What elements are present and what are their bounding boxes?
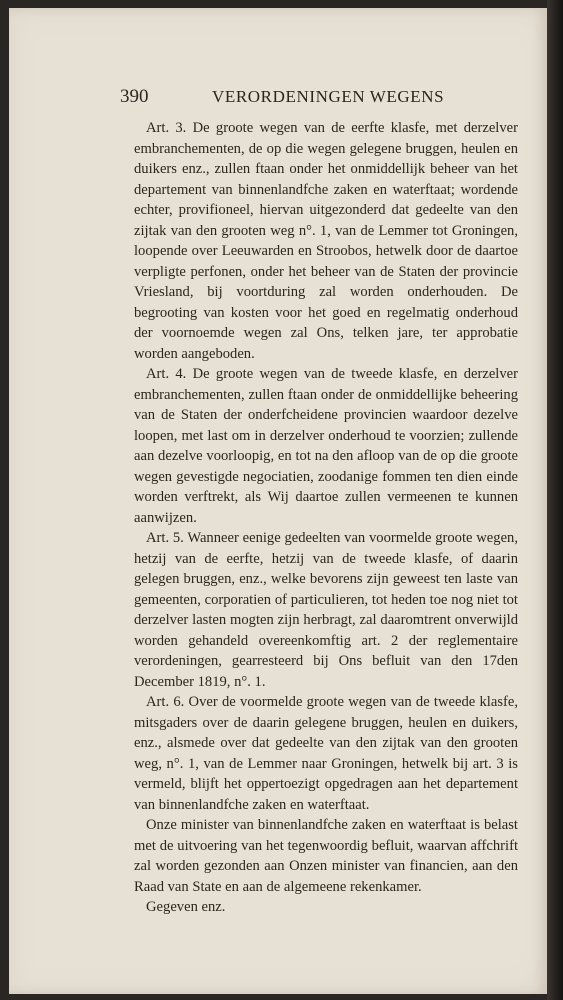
body-text <box>134 118 518 918</box>
closing-line: Gegeven enz. <box>146 899 226 915</box>
article-5-paragraph: Art. 5. Wanneer eenige gedeelten van voormelde groote wegen, hetzij van de eerfte, hetzij van de tweede klasfe, of daarin gelegen bruggen, enz., welke bevorens zijn geweest ten laste van gemeenten, corporatien of particulieren, tot heden toe nog niet tot derzelver lasten mogten zijn herbragt, zal daaromtrent onverwijld worden gehandeld overeenkomftig art. 2 der reglementaire verordeningen, gearresteerd bij Ons befluit van den 17den December 1819, n°. 1. <box>134 530 518 690</box>
execution-paragraph: Onze minister van binnenlandfche zaken en waterftaat is belast met de uitvoering van het tegenwoordig befluit, waarvan affchrift zal worden gezonden aan Onzen minister van financien, aan den Raad van State en aan de algemeene rekenkamer. <box>134 817 518 895</box>
article-4-paragraph: Art. 4. De groote wegen van de tweede klasfe, en derzelver embranchementen, zullen ftaan onder de onmiddellijke beheering van de Staten der onderfcheidene provincien waardoor dezelve loopen, met last om in derzelver onderhoud te voorzien; zullende aan dezelve voorloopig, en tot na den afloop van de op die groote wegen gevestigde negociatien, zoodanige fommen ten dien einde worden verftrekt, als Wij daartoe zullen vermeenen te kunnen aanwijzen. <box>134 366 518 526</box>
running-head: VERORDENINGEN WEGENS <box>212 87 445 106</box>
book-spine <box>547 0 563 1000</box>
page-number: 390 <box>120 86 149 107</box>
page-header <box>120 86 520 110</box>
article-3-paragraph: Art. 3. De groote wegen van de eerfte klasfe, met derzelver embranchementen, de op die wegen gelegene bruggen, heulen en duikers enz., zullen ftaan onder het onmiddellijk beheer van het departement van binnenlandfche zaken en waterftaat; wordende echter, provifioneel, hiervan uitgezonderd dat gedeelte van den zijtak van den grooten weg n°. 1, van de Lemmer tot Groningen, loopende over Leeuwarden en Stroobos, hetwelk door de daartoe verpligte perfonen, onder het beheer van de Staten der provincie Vriesland, bij voortduring zal worden onderhouden. De begrooting van kosten voor het goed en regelmatig onderhoud der voornoemde wegen zal Ons, telken jare, ter approbatie worden aangeboden. <box>134 120 518 362</box>
article-6-paragraph: Art. 6. Over de voormelde groote wegen van de tweede klasfe, mitsgaders over de daarin gelegene bruggen, heulen en duikers, enz., alsmede over dat gedeelte van den zijtak van den grooten weg, n°. 1, van de Lemmer naar Groningen, hetwelk bij art. 3 is vermeld, blijft het oppertoezigt opgedragen aan het departement van binnenlandfche zaken en waterftaat. <box>134 694 518 813</box>
